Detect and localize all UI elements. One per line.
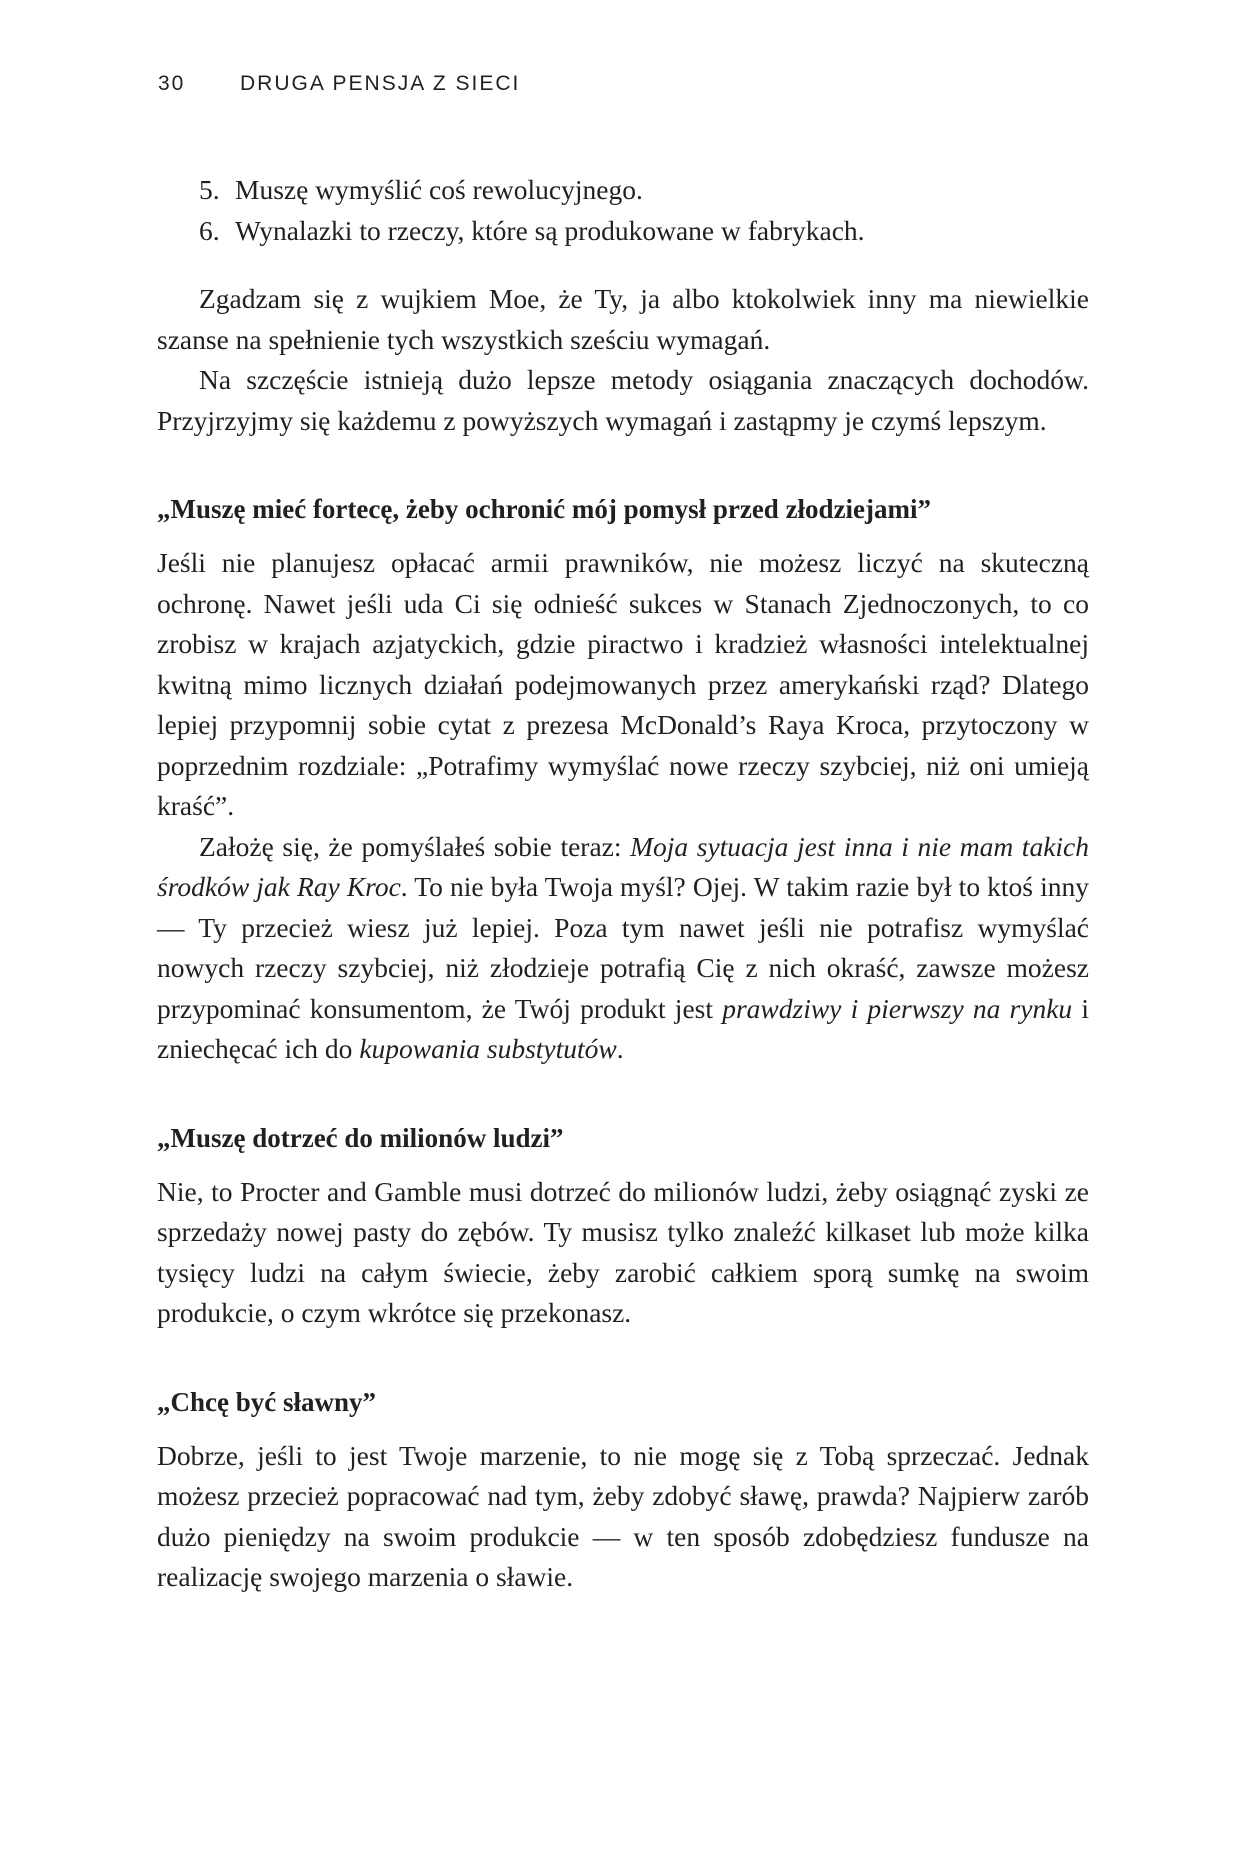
- section3-paragraph-1: Dobrze, jeśli to jest Twoje marzenie, to nie mogę się z Tobą sprzeczać. Jednak możesz przecież popracować nad tym, żeby zdobyć sławę, prawda? Najpierw zarób dużo pieniędzy na swoim produkcie — w ten sposób zdobędziesz fundusze na realizację swojego marzenia o sławie.: [157, 1439, 1089, 1592]
- list-item: [199, 211, 1089, 252]
- page-number: 30: [158, 72, 186, 95]
- running-title: DRUGA PENSJA Z SIECI: [240, 72, 521, 95]
- text-run: i zniechęcać ich do: [157, 992, 1090, 1064]
- intro-paragraph-2: Na szczęście istnieją dużo lepsze metody osiągania znaczących dochodów. Przyjrzyjmy się każdemu z powyższych wymagań i zastąpmy je czymś lepszym.: [157, 364, 1089, 436]
- italic-run: kupowania substytutów: [359, 1033, 617, 1064]
- list-item-number: 6.: [199, 214, 220, 246]
- text-run: . To nie była Twoja myśl? Ojej. W takim razie był to ktoś inny — Ty przecież wiesz już lepiej. Poza tym nawet jeśli nie potrafisz wymyślać nowych rzeczy szybciej, niż złodzieje potrafią Cię z nich okraść, zawsze możesz przypominać konsumentom, że Twój produkt jest: [157, 871, 1089, 1024]
- italic-run: prawdziwy i pierwszy na rynku: [722, 992, 1073, 1024]
- list-item-number: 5.: [199, 174, 220, 205]
- section-heading-famous: „Chcę być sławny”: [157, 1386, 377, 1417]
- section2-paragraph-1: Nie, to Procter and Gamble musi dotrzeć do milionów ludzi, żeby osiągnąć zyski ze sprzedaży nowej pasty do zębów. Ty musisz tylko znaleźć kilkaset lub może kilka tysięcy ludzi na całym świecie, żeby zarobić całkiem sporą sumkę na swoim produkcie, o czym wkrótce się przekonasz.: [157, 1175, 1089, 1328]
- section-heading-fortress: „Muszę mieć fortecę, żeby ochronić mój pomysł przed złodziejami”: [157, 494, 932, 524]
- section1-paragraph-1: Jeśli nie planujesz opłacać armii prawników, nie możesz liczyć na skuteczną ochronę. Nawet jeśli uda Ci się odnieść sukces w Stanach Zjednoczonych, to co zrobisz w krajach azjatyckich, gdzie piractwo i kradzież własności intelektualnej kwitną mimo licznych działań podejmowanych przez amerykański rząd? Dlatego lepiej przypomnij sobie cytat z prezesa McDonald’s Raya Kroca, przytoczony w poprzednim rozdziale: „Potrafimy wymyślać nowe rzeczy szybciej, niż oni umieją kraść”.: [157, 547, 1089, 821]
- section-heading-millions: „Muszę dotrzeć do milionów ludzi”: [157, 1122, 564, 1153]
- italic-run: Moja sytuacja jest inna i nie mam takich środków jak Ray Kroc: [157, 830, 1090, 902]
- running-header: [158, 72, 520, 96]
- intro-paragraph-1: Zgadzam się z wujkiem Moe, że Ty, ja albo ktokolwiek inny ma niewielkie szanse na spełnienie tych wszystkich sześciu wymagań.: [157, 283, 1089, 355]
- list-item-text: Wynalazki to rzeczy, które są produkowane w fabrykach.: [235, 214, 865, 246]
- body-text: [157, 170, 1089, 1598]
- requirements-list: [157, 170, 1089, 251]
- text-run: Założę się, że pomyślałeś sobie teraz:: [199, 830, 631, 862]
- text-run: .: [616, 1033, 624, 1064]
- list-item-text: Muszę wymyślić coś rewolucyjnego.: [235, 174, 643, 205]
- list-item: [199, 170, 1089, 211]
- section1-paragraph-2: [157, 827, 1089, 1070]
